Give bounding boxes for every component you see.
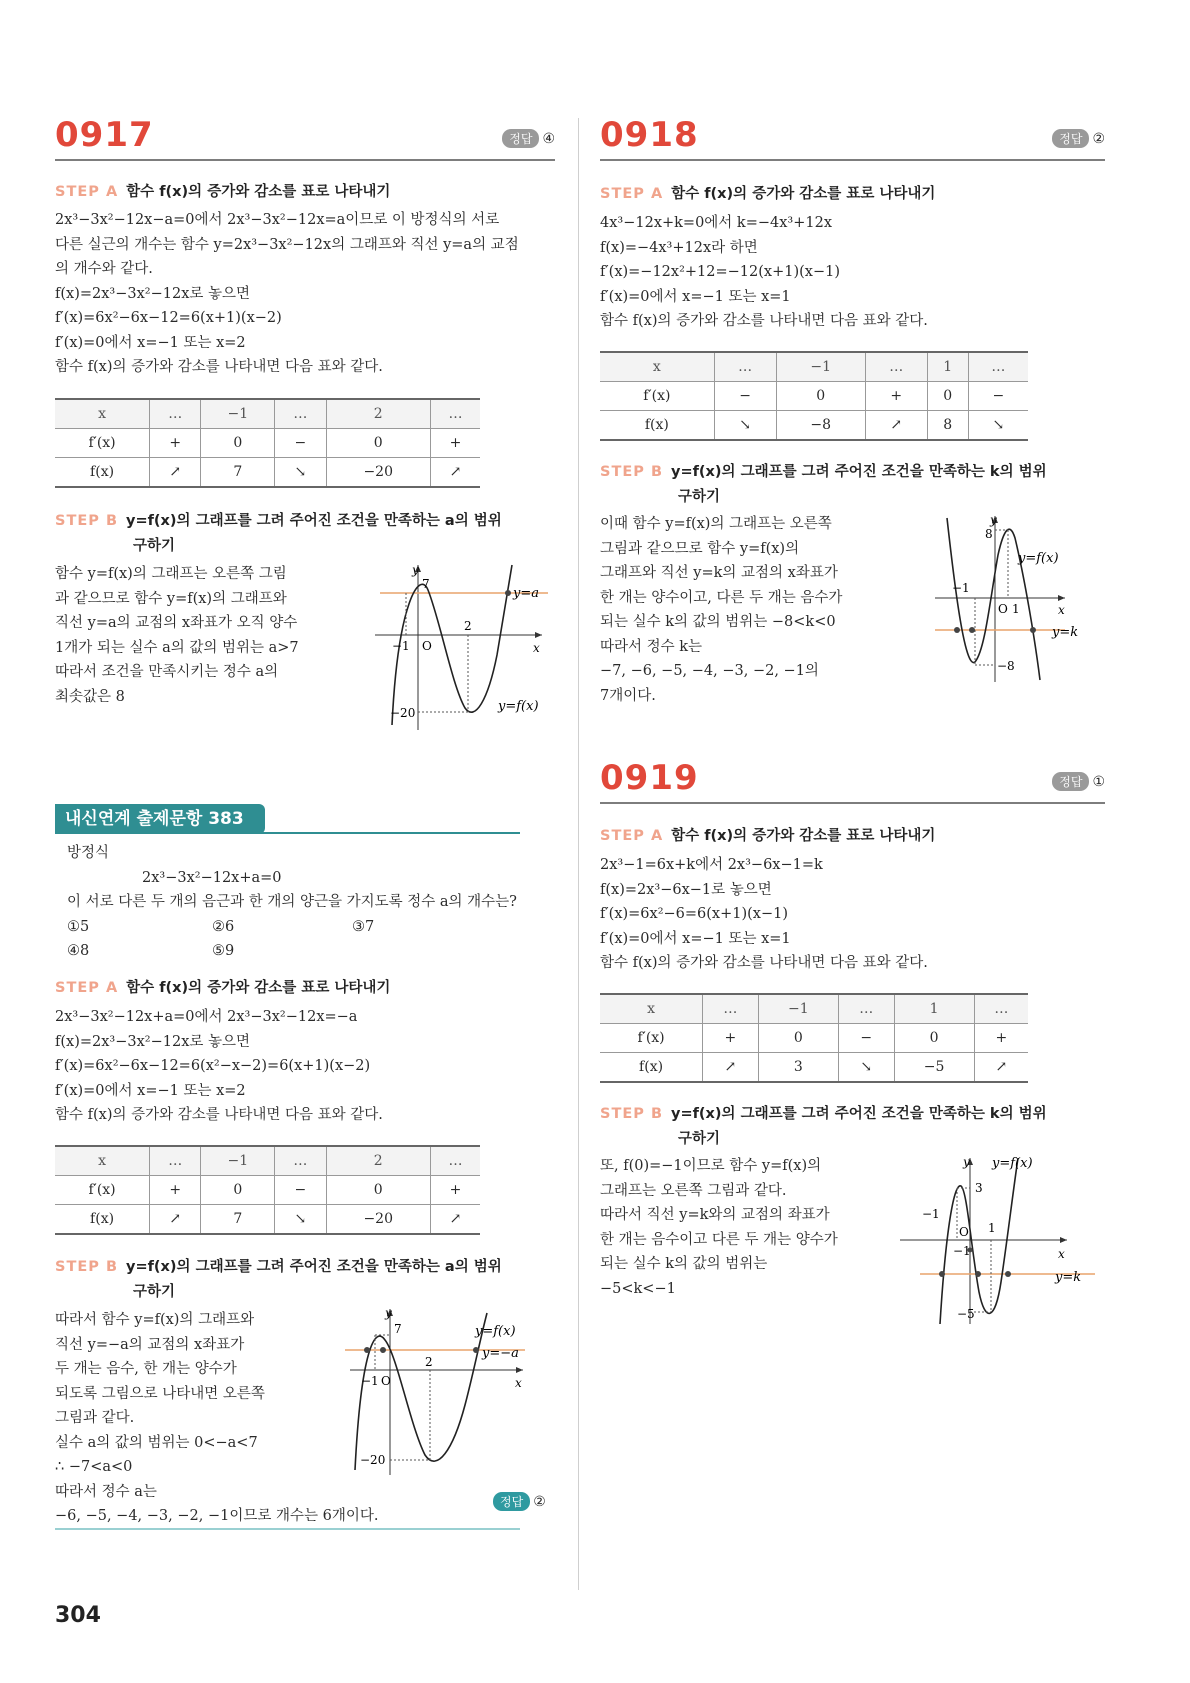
- cubic-graph-0917: [370, 560, 555, 732]
- text-line: f(x)=2x³−6x−1로 놓으면: [600, 881, 772, 898]
- step-b-heading: [600, 460, 1047, 506]
- step-b-heading: [55, 509, 502, 555]
- problem-text: [67, 841, 517, 964]
- step-tag: STEP A: [600, 828, 664, 844]
- tick-label: −1: [952, 581, 970, 595]
- table-cell: −1: [201, 399, 275, 429]
- table-row: [55, 429, 480, 458]
- table-cell: 1: [894, 994, 974, 1024]
- text-line: 그림과 같으므로 함수 y=f(x)의: [600, 540, 800, 557]
- table-row: [55, 1205, 480, 1235]
- text-line: 2x³−3x²−12x−a=0에서 2x³−3x²−12x=a이므로 이 방정식의 서로: [55, 212, 500, 228]
- table-row: [600, 994, 1028, 1024]
- table-cell: f(x): [55, 1205, 150, 1235]
- table-cell: x: [600, 994, 703, 1024]
- solution-text: [600, 1154, 838, 1301]
- table-cell: 1: [927, 352, 968, 382]
- text-line: f′(x)=0에서 x=−1 또는 x=1: [600, 288, 791, 305]
- table-cell: …: [430, 1146, 480, 1176]
- table-cell: 7: [201, 458, 275, 488]
- variation-table: [600, 993, 1028, 1083]
- text-line: 따라서 정수 a는: [55, 1483, 157, 1500]
- cubic-graph-383: [345, 1305, 555, 1477]
- table-cell: ↗: [150, 1205, 201, 1235]
- text-line: 그래프는 오른쪽 그림과 같다.: [600, 1182, 787, 1199]
- table-cell: ↘: [275, 1205, 326, 1235]
- table-cell: x: [55, 1146, 150, 1176]
- axis-label-x: x: [1058, 603, 1065, 617]
- answer-value: ②: [533, 1494, 546, 1510]
- answer-value: ②: [1092, 131, 1105, 147]
- table-cell: −1: [201, 1146, 275, 1176]
- table-cell: −1: [776, 352, 865, 382]
- step-tag: STEP B: [600, 464, 663, 480]
- tick-label: 7: [422, 577, 430, 591]
- cubic-graph-0919: [895, 1152, 1105, 1327]
- table-cell: …: [968, 352, 1028, 382]
- step-b-heading: [55, 1255, 502, 1301]
- table-cell: ↗: [430, 458, 480, 488]
- origin-label: O: [959, 1225, 969, 1239]
- table-cell: −5: [894, 1053, 974, 1083]
- text-line: 함수 f(x)의 증가와 감소를 나타내면 다음 표와 같다.: [55, 359, 383, 375]
- step-title: 함수 f(x)의 증가와 감소를 표로 나타내기: [671, 186, 936, 202]
- text-line: 한 개는 음수이고 다른 두 개는 양수가: [600, 1231, 838, 1248]
- text-line: ∴ −7<a<0: [55, 1459, 133, 1475]
- solution-text: [600, 853, 928, 976]
- answer-indicator: [502, 129, 555, 148]
- axis-label-x: x: [515, 1376, 522, 1390]
- solution-text: [600, 512, 842, 708]
- table-cell: …: [838, 994, 894, 1024]
- table-cell: 0: [201, 429, 275, 458]
- answer-value: ①: [1092, 774, 1105, 790]
- table-cell: −: [838, 1024, 894, 1053]
- table-cell: …: [430, 399, 480, 429]
- text-line: f′(x)=6x²−6x−12=6(x+1)(x−2): [55, 310, 282, 326]
- table-cell: 2: [326, 1146, 430, 1176]
- table-row: [55, 1176, 480, 1205]
- step-tag: STEP B: [600, 1106, 663, 1122]
- text-line: 되도록 그림으로 나타내면 오른쪽: [55, 1385, 265, 1402]
- step-title: 함수 f(x)의 증가와 감소를 표로 나타내기: [671, 828, 936, 844]
- problem-number: 0919: [600, 758, 699, 798]
- text-line: 직선 y=−a의 교점의 x좌표가: [55, 1336, 245, 1353]
- table-cell: f(x): [55, 458, 150, 488]
- problem-number: 0917: [55, 115, 154, 155]
- section-bottom-rule: [55, 1528, 520, 1530]
- solution-text: [55, 1308, 378, 1529]
- tick-label: −5: [957, 1307, 975, 1321]
- origin-label: O: [381, 1374, 391, 1388]
- table-cell: …: [275, 1146, 326, 1176]
- answer-badge: 정답: [1052, 129, 1089, 148]
- table-cell: 2: [326, 399, 430, 429]
- choice-5[interactable]: ⑤9: [212, 943, 235, 959]
- table-row: [55, 1146, 480, 1176]
- answer-badge: 정답: [502, 129, 539, 148]
- table-cell: +: [430, 1176, 480, 1205]
- table-cell: f′(x): [55, 429, 150, 458]
- table-row: [600, 411, 1028, 441]
- table-cell: −: [275, 1176, 326, 1205]
- tick-label: −20: [360, 1453, 386, 1467]
- step-title: y=f(x)의 그래프를 그려 주어진 조건을 만족하는 k의 범위: [671, 464, 1047, 480]
- table-cell: 0: [201, 1176, 275, 1205]
- text-line: 함수 f(x)의 증가와 감소를 나타내면 다음 표와 같다.: [600, 955, 928, 971]
- table-row: [600, 1024, 1028, 1053]
- origin-label: O: [998, 602, 1008, 616]
- table-cell: −20: [326, 458, 430, 488]
- text-line: f′(x)=6x²−6x−12=6(x²−x−2)=6(x+1)(x−2): [55, 1058, 371, 1074]
- table-cell: x: [600, 352, 714, 382]
- table-cell: −8: [776, 411, 865, 441]
- variation-table: [600, 351, 1028, 441]
- answer-value: ④: [542, 131, 555, 147]
- text-line: f′(x)=0에서 x=−1 또는 x=1: [600, 930, 791, 947]
- table-cell: …: [714, 352, 776, 382]
- text-line: f(x)=2x³−3x²−12x로 놓으면: [55, 285, 251, 302]
- table-cell: ↘: [968, 411, 1028, 441]
- text-line: 2x³−1=6x+k에서 2x³−6x−1=k: [600, 857, 823, 873]
- table-cell: ↘: [714, 411, 776, 441]
- text-line: 따라서 함수 y=f(x)의 그래프와: [55, 1312, 255, 1328]
- header-rule: [600, 802, 1105, 804]
- text-line: 함수 y=f(x)의 그래프는 오른쪽 그림: [55, 566, 287, 582]
- table-cell: ↗: [150, 458, 201, 488]
- axis-label-y: y: [963, 1155, 970, 1169]
- answer-indicator: [1052, 772, 1105, 791]
- text-line: 과 같으므로 함수 y=f(x)의 그래프와: [55, 590, 287, 607]
- step-title: 함수 f(x)의 증가와 감소를 표로 나타내기: [126, 184, 391, 200]
- step-title: y=f(x)의 그래프를 그려 주어진 조건을 만족하는 a의 범위: [126, 513, 502, 529]
- step-a-heading: [600, 824, 935, 845]
- choice-1[interactable]: ①5: [67, 918, 90, 935]
- table-row: [600, 382, 1028, 411]
- table-cell: ↗: [974, 1053, 1028, 1083]
- table-cell: 0: [326, 1176, 430, 1205]
- choice-3[interactable]: ③7: [352, 918, 375, 935]
- tick-label: −8: [997, 659, 1015, 673]
- step-title-cont: 구하기: [678, 489, 721, 505]
- step-b-heading: [600, 1102, 1047, 1148]
- question: 이 서로 다른 두 개의 음근과 한 개의 양근을 가지도록 정수 a의 개수는?: [67, 894, 517, 910]
- step-a-heading: [55, 976, 390, 997]
- equation: 2x³−3x²−12x+a=0: [142, 869, 282, 886]
- variation-table: [55, 398, 480, 488]
- step-tag: STEP A: [55, 980, 119, 996]
- text-line: −5<k<−1: [600, 1280, 676, 1297]
- tick-label: −1: [392, 639, 410, 653]
- table-cell: −1: [758, 994, 838, 1024]
- table-cell: ↗: [865, 411, 927, 441]
- step-a-heading: [55, 180, 390, 201]
- table-cell: 8: [927, 411, 968, 441]
- tick-label: 8: [985, 527, 993, 541]
- table-row: [600, 352, 1028, 382]
- step-title-cont: 구하기: [133, 1284, 176, 1300]
- tick-label: 7: [394, 1322, 402, 1336]
- table-cell: 0: [894, 1024, 974, 1053]
- table-cell: …: [703, 994, 759, 1024]
- column-divider: [578, 118, 579, 1590]
- axis-label-x: x: [533, 641, 540, 655]
- text-line: 그림과 같다.: [55, 1410, 135, 1426]
- table-cell: …: [865, 352, 927, 382]
- table-cell: …: [150, 399, 201, 429]
- table-cell: ↗: [703, 1053, 759, 1083]
- tick-label: −1: [922, 1207, 940, 1221]
- step-title-cont: 구하기: [133, 538, 176, 554]
- origin-label: O: [422, 639, 432, 653]
- text-line: −6, −5, −4, −3, −2, −1이므로 개수는 6개이다.: [55, 1508, 379, 1524]
- text-line: 실수 a의 값의 범위는 0<−a<7: [55, 1434, 258, 1451]
- answer-indicator: [1052, 129, 1105, 148]
- tick-label: 1: [988, 1221, 996, 1235]
- problem-number: 0918: [600, 115, 699, 155]
- curve-label: y=f(x): [498, 699, 539, 714]
- page-number: 304: [55, 1603, 101, 1628]
- text-line: 따라서 직선 y=k와의 교점의 좌표가: [600, 1207, 830, 1223]
- table-cell: …: [974, 994, 1028, 1024]
- axis-label-y: y: [990, 513, 997, 527]
- text-line: 다른 실근의 개수는 함수 y=2x³−3x²−12x의 그래프와 직선 y=a의 교점: [55, 236, 519, 253]
- header-rule: [55, 159, 555, 161]
- tick-label: 1: [1012, 602, 1020, 616]
- table-cell: f′(x): [600, 1024, 703, 1053]
- table-cell: f(x): [600, 411, 714, 441]
- table-cell: f(x): [600, 1053, 703, 1083]
- tick-label: 3: [975, 1181, 983, 1195]
- curve-label: y=f(x): [1018, 551, 1059, 566]
- table-row: [55, 399, 480, 429]
- text-line: 또, f(0)=−1이므로 함수 y=f(x)의: [600, 1158, 822, 1174]
- tick-label: 2: [464, 619, 472, 633]
- step-tag: STEP B: [55, 513, 118, 529]
- cubic-graph-0918: [930, 510, 1105, 685]
- choices-row: [67, 915, 517, 940]
- curve-label: y=f(x): [475, 1324, 516, 1339]
- text-line: 한 개는 양수이고, 다른 두 개는 음수가: [600, 589, 843, 606]
- solution-text: [55, 208, 519, 380]
- text-line: 직선 y=a의 교점의 x좌표가 오직 양수: [55, 615, 298, 631]
- step-tag: STEP B: [55, 1259, 118, 1275]
- text-line: 2x³−3x²−12x+a=0에서 2x³−3x²−12x=−a: [55, 1009, 358, 1025]
- line-label: y=a: [513, 586, 539, 601]
- table-row: [600, 1053, 1028, 1083]
- text-line: f(x)=−4x³+12x라 하면: [600, 239, 758, 256]
- tick-label: 2: [425, 1355, 433, 1369]
- table-cell: 0: [326, 429, 430, 458]
- answer-badge: 정답: [493, 1492, 530, 1511]
- text-line: 그래프와 직선 y=k의 교점의 x좌표가: [600, 565, 838, 581]
- table-cell: +: [974, 1024, 1028, 1053]
- text-line: 따라서 정수 k는: [600, 638, 703, 655]
- choice-2[interactable]: ②6: [212, 918, 235, 935]
- text-line: f′(x)=0에서 x=−1 또는 x=2: [55, 1082, 246, 1099]
- table-cell: −20: [326, 1205, 430, 1235]
- text-line: 최솟값은 8: [55, 688, 125, 705]
- answer-indicator: [493, 1492, 546, 1511]
- line-label: y=k: [1052, 625, 1079, 640]
- table-cell: ↗: [430, 1205, 480, 1235]
- text-line: 의 개수와 같다.: [55, 261, 153, 277]
- tick-label: −1: [953, 1244, 971, 1258]
- tick-label: −20: [390, 706, 416, 720]
- solution-text: [55, 562, 299, 709]
- curve-label: y=f(x): [992, 1156, 1033, 1171]
- text-line: −7, −6, −5, −4, −3, −2, −1의: [600, 663, 819, 679]
- step-a-heading: [600, 182, 935, 203]
- step-title: y=f(x)의 그래프를 그려 주어진 조건을 만족하는 a의 범위: [126, 1259, 502, 1275]
- step-tag: STEP A: [600, 186, 664, 202]
- text-line: 함수 f(x)의 증가와 감소를 나타내면 다음 표와 같다.: [600, 313, 928, 329]
- text-line: 되는 실수 k의 값의 범위는 −8<k<0: [600, 614, 836, 630]
- step-title-cont: 구하기: [678, 1131, 721, 1147]
- text-line: 7개이다.: [600, 687, 656, 704]
- table-cell: +: [865, 382, 927, 411]
- text-line: 방정식: [67, 845, 110, 861]
- table-cell: f′(x): [600, 382, 714, 411]
- text-line: f′(x)=6x²−6=6(x+1)(x−1): [600, 906, 788, 922]
- table-cell: 7: [201, 1205, 275, 1235]
- table-cell: …: [275, 399, 326, 429]
- section-tab: 내신연계 출제문항 383: [55, 804, 265, 834]
- text-line: 함수 f(x)의 증가와 감소를 나타내면 다음 표와 같다.: [55, 1107, 383, 1123]
- table-cell: +: [703, 1024, 759, 1053]
- answer-badge: 정답: [1052, 772, 1089, 791]
- axis-label-x: x: [1058, 1247, 1065, 1261]
- table-cell: +: [150, 429, 201, 458]
- step-title: y=f(x)의 그래프를 그려 주어진 조건을 만족하는 k의 범위: [671, 1106, 1047, 1122]
- text-line: 되는 실수 k의 값의 범위는: [600, 1256, 768, 1272]
- text-line: 따라서 조건을 만족시키는 정수 a의: [55, 664, 279, 680]
- line-label: y=k: [1055, 1270, 1082, 1285]
- step-tag: STEP A: [55, 184, 119, 200]
- text-line: 1개가 되는 실수 a의 값의 범위는 a>7: [55, 639, 299, 656]
- table-cell: −: [968, 382, 1028, 411]
- table-cell: −: [714, 382, 776, 411]
- table-cell: …: [150, 1146, 201, 1176]
- text-line: 4x³−12x+k=0에서 k=−4x³+12x: [600, 215, 833, 231]
- table-cell: +: [150, 1176, 201, 1205]
- header-rule: [600, 159, 1105, 161]
- table-cell: ↘: [275, 458, 326, 488]
- text-line: f′(x)=0에서 x=−1 또는 x=2: [55, 334, 246, 351]
- text-line: f(x)=2x³−3x²−12x로 놓으면: [55, 1033, 251, 1050]
- choices-row: [67, 939, 517, 964]
- table-cell: 0: [927, 382, 968, 411]
- tick-label: −1: [361, 1374, 379, 1388]
- table-cell: −: [275, 429, 326, 458]
- variation-table: [55, 1145, 480, 1235]
- section-rule: [55, 832, 520, 834]
- line-label: y=−a: [482, 1346, 519, 1361]
- text-line: 두 개는 음수, 한 개는 양수가: [55, 1361, 237, 1377]
- axis-label-y: y: [385, 1306, 392, 1320]
- table-cell: 0: [758, 1024, 838, 1053]
- text-line: 이때 함수 y=f(x)의 그래프는 오른쪽: [600, 516, 832, 532]
- table-cell: f′(x): [55, 1176, 150, 1205]
- table-cell: +: [430, 429, 480, 458]
- text-line: f′(x)=−12x²+12=−12(x+1)(x−1): [600, 264, 840, 280]
- step-title: 함수 f(x)의 증가와 감소를 표로 나타내기: [126, 980, 391, 996]
- table-row: [55, 458, 480, 488]
- choice-4[interactable]: ④8: [67, 943, 90, 959]
- table-cell: x: [55, 399, 150, 429]
- table-cell: ↘: [838, 1053, 894, 1083]
- table-cell: 3: [758, 1053, 838, 1083]
- solution-text: [55, 1005, 383, 1128]
- table-cell: 0: [776, 382, 865, 411]
- solution-text: [600, 211, 928, 334]
- axis-label-y: y: [412, 563, 419, 577]
